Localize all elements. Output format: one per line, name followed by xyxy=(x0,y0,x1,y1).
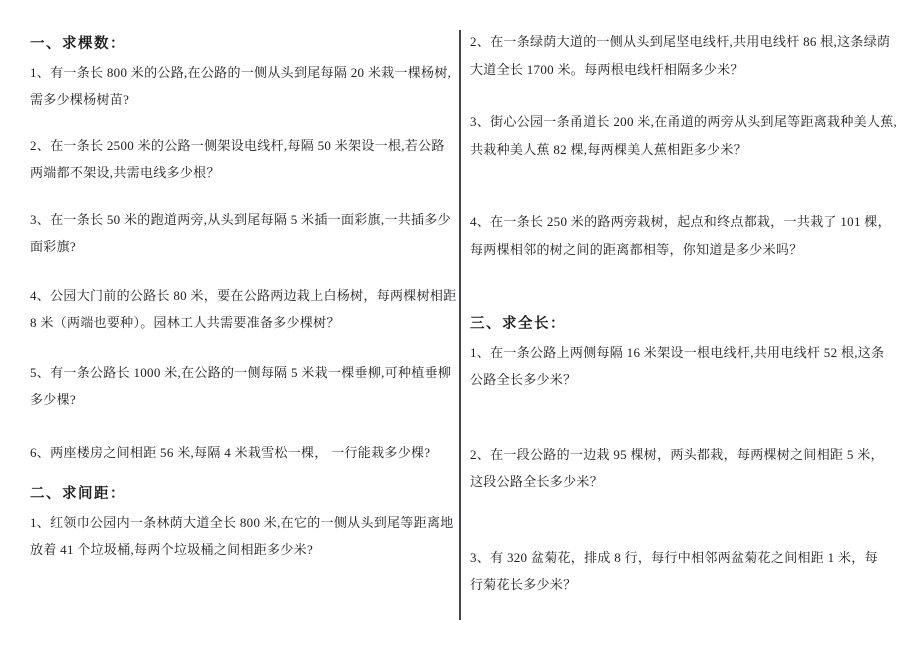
problem-line: 行菊花长多少米？ xyxy=(470,577,577,592)
problem-line: 公路全长多少米？ xyxy=(470,372,577,387)
problem-line: 3、有 320 盆菊花，排成 8 行，每行中相邻两盆菊花之间相距 1 米，每 xyxy=(470,549,878,565)
problem-r5 xyxy=(470,441,914,496)
problem-line: 1、红领巾公园内一条林荫大道全长 800 米,在它的一侧从头到尾等距离地 xyxy=(30,514,454,530)
problem-l4 xyxy=(30,282,457,337)
right-column xyxy=(470,28,914,599)
problem-line: 2、在一条长 2500 米的公路一侧架设电线杆,每隔 50 米架设一根,若公路 xyxy=(30,137,445,153)
problem-r3 xyxy=(470,208,914,263)
problem-line: 大道全长 1700 米。每两根电线杆相隔多少米？ xyxy=(470,61,744,77)
problem-line: 4、公园大门前的公路长 80 米，要在公路两边栽上白杨树，每两棵树相距 xyxy=(30,287,457,303)
problem-r6 xyxy=(470,544,914,599)
problem-line: 需多少棵杨树苗? xyxy=(30,92,130,107)
problem-line: 5、有一条公路长 1000 米,在公路的一侧每隔 5 米栽一棵垂柳,可种植垂柳 xyxy=(30,364,452,380)
left-column xyxy=(30,31,457,564)
problem-line: 2、在一条绿荫大道的一侧从头到尾坚电线杆,共用电线杆 86 根,这条绿荫 xyxy=(470,34,891,49)
problem-line: 放着 41 个垃圾桶,每两个垃圾桶之间相距多少米? xyxy=(30,542,314,557)
problem-line: 4、在一条长 250 米的路两旁栽树，起点和终点都栽，一共栽了 101 棵， xyxy=(470,214,891,229)
problem-line: 3、街心公园一条甬道长 200 米,在甬道的两旁从头到尾等距离栽种美人蕉, xyxy=(470,114,898,129)
section-heading-find-spacing: 二、求间距： xyxy=(30,486,126,502)
problem-line: 2、在一段公路的一边栽 95 棵树，两头都栽，每两棵树之间相距 5 米， xyxy=(470,446,884,462)
column-divider xyxy=(459,30,461,620)
problem-line: 6、两座楼房之间相距 56 米,每隔 4 米栽雪松一棵， 一行能栽多少棵? xyxy=(30,444,431,460)
problem-line: 1、在一条公路上两侧每隔 16 米架设一根电线杆,共用电线杆 52 根,这条 xyxy=(470,344,885,360)
problem-l5 xyxy=(30,359,454,414)
problem-l2 xyxy=(30,132,454,187)
problem-line: 共栽种美人蕉 82 棵,每两棵美人蕉相距多少米？ xyxy=(470,141,747,157)
problem-line: 1、有一条长 800 米的公路,在公路的一侧从头到尾每隔 20 米栽一棵杨树, xyxy=(30,64,452,80)
problem-line: 面彩旗? xyxy=(30,239,76,254)
problem-l1 xyxy=(30,59,454,114)
problem-l7 xyxy=(30,509,454,564)
section-heading-find-count: 一、求棵数： xyxy=(30,36,126,52)
problem-l6 xyxy=(30,439,454,467)
problem-line: 这段公路全长多少米？ xyxy=(470,474,604,489)
problem-r2 xyxy=(470,108,914,163)
problem-line: 两端都不架设,共需电线多少根？ xyxy=(30,165,220,180)
problem-line: 多少棵? xyxy=(30,392,76,407)
problem-line: 3、在一条长 50 米的跑道两旁,从头到尾每隔 5 米插一面彩旗,一共插多少 xyxy=(30,211,451,227)
problem-r1 xyxy=(470,28,914,83)
section-heading-find-total-length: 三、求全长： xyxy=(470,316,566,332)
problem-line: 8 米（两端也要种）。园林工人共需要准备多少棵树？ xyxy=(30,315,340,330)
problem-line: 每两棵相邻的树之间的距离都相等，你知道是多少米吗？ xyxy=(470,241,803,257)
problem-r4 xyxy=(470,339,914,394)
problem-l3 xyxy=(30,206,454,261)
